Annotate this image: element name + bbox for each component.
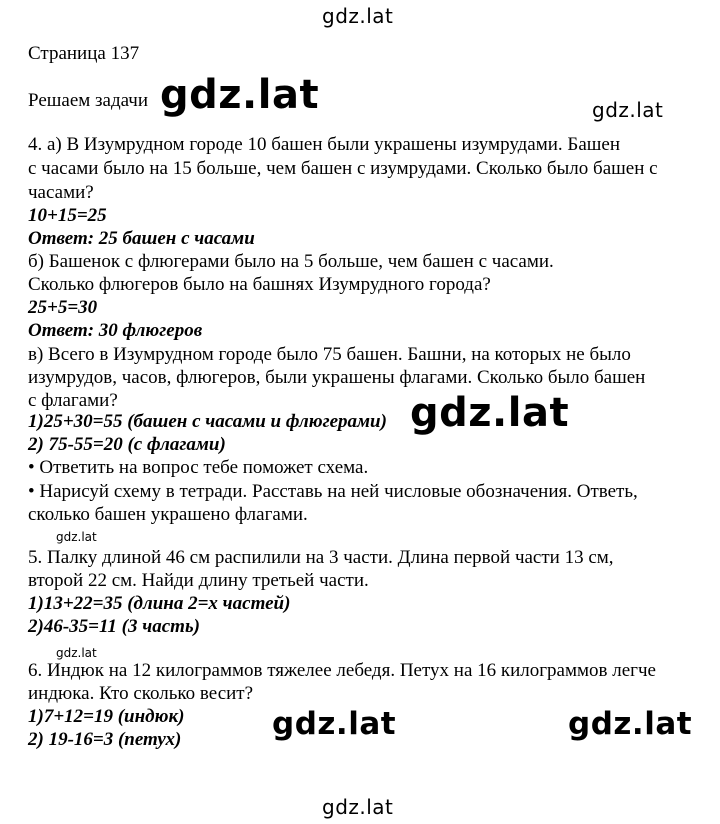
watermark-header-right: gdz.lat <box>592 98 664 122</box>
task4-c-solution-2: 2) 75-55=20 (с флагами) <box>28 434 226 455</box>
watermark-header-big: gdz.lat <box>160 72 320 118</box>
task4-a-answer: Ответ: 25 башен с часами <box>28 228 255 249</box>
task4-c-line-2: изумрудов, часов, флюгеров, были украшены флагами. Сколько было башен <box>28 367 646 388</box>
task5-line-1: 5. Палку длиной 46 см распилили на 3 части. Длина первой части 13 см, <box>28 547 614 568</box>
page-title: Страница 137 <box>28 43 140 64</box>
task4-b-solution: 25+5=30 <box>28 297 98 318</box>
task4-a-line-1: 4. а) В Изумрудном городе 10 башен были украшены изумрудами. Башен <box>28 134 620 155</box>
task4-c-line-1: в) Всего в Изумрудном городе было 75 башен. Башни, на которых не было <box>28 344 631 365</box>
task4-hint-2-line-2: сколько башен украшено флагами. <box>28 504 308 525</box>
task6-solution-2: 2) 19-16=3 (петух) <box>28 729 182 750</box>
task5-line-2: второй 22 см. Найди длину третьей части. <box>28 570 369 591</box>
section-title: Решаем задачи <box>28 90 149 111</box>
task4-a-line-2: с часами было на 15 больше, чем башен с изумрудами. Сколько было башен с <box>28 158 658 179</box>
task4-a-line-3: часами? <box>28 182 94 203</box>
watermark-bottom-right-big: gdz.lat <box>568 706 693 742</box>
watermark-small-1: gdz.lat <box>56 530 97 544</box>
watermark-small-2: gdz.lat <box>56 646 97 660</box>
task5-solution-2: 2)46-35=11 (3 часть) <box>28 616 200 637</box>
task4-hint-2-line-1: • Нарисуй схему в тетради. Расставь на ней числовые обозначения. Ответь, <box>28 481 638 502</box>
task4-b-line-2: Сколько флюгеров было на башнях Изумрудного города? <box>28 274 491 295</box>
task4-b-line-1: б) Башенок с флюгерами было на 5 больше, чем башен с часами. <box>28 251 554 272</box>
task4-hint-1: • Ответить на вопрос тебе поможет схема. <box>28 457 369 478</box>
task4-c-line-3: с флагами? <box>28 390 118 411</box>
watermark-bottom: gdz.lat <box>322 795 394 819</box>
task5-solution-1: 1)13+22=35 (длина 2=x частей) <box>28 593 291 614</box>
task4-a-solution: 10+15=25 <box>28 205 107 226</box>
watermark-bottom-left-big: gdz.lat <box>272 706 397 742</box>
task4-b-answer: Ответ: 30 флюгеров <box>28 320 203 341</box>
task4-c-solution-1: 1)25+30=55 (башен с часами и флюгерами) <box>28 411 387 432</box>
watermark-top: gdz.lat <box>322 4 394 28</box>
task6-solution-1: 1)7+12=19 (индюк) <box>28 706 185 727</box>
watermark-middle-big: gdz.lat <box>410 390 570 436</box>
task6-line-1: 6. Индюк на 12 килограммов тяжелее лебедя. Петух на 16 килограммов легче <box>28 660 656 681</box>
task6-line-2: индюка. Кто сколько весит? <box>28 683 254 704</box>
